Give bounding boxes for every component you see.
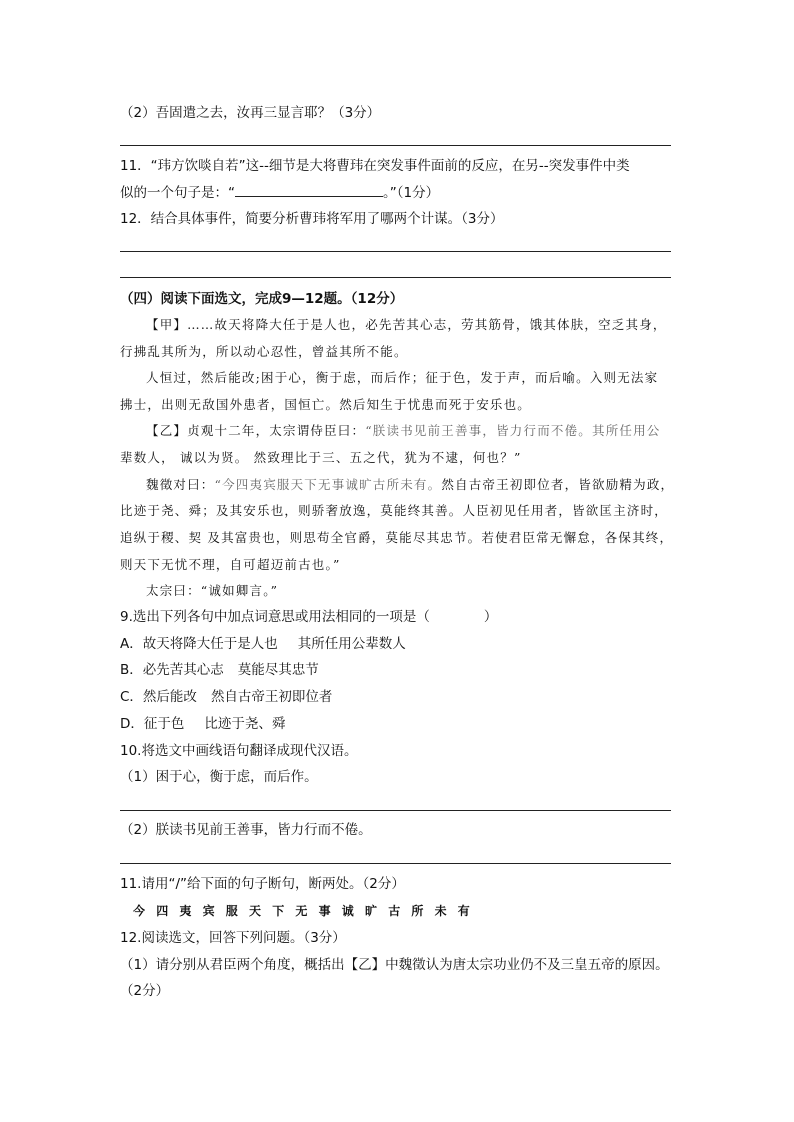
q11-sentence: 今四夷宾服天下无事诚旷古所未有 — [133, 904, 482, 918]
q11-line2-suffix: 。”（1分） — [383, 185, 440, 201]
q12-sub1-line2: （2分） — [120, 983, 170, 999]
passage-yi-line: 辈数人， 诚以为贤。 然致理比于三、五之代，犹为不逮，何也？” — [120, 450, 522, 465]
answer-line — [120, 145, 671, 146]
passage-weizheng-intro: 魏徵对曰： — [146, 477, 215, 492]
option-d-part1: D．征于色 — [120, 716, 185, 732]
q9-stem: 9.选出下列各句中加点词意思或用法相同的一项是（ ） — [120, 609, 498, 625]
q10-sub1: （1）困于心，衡于虑，而后作。 — [120, 769, 318, 785]
passage-taizong-line: 太宗曰：“诚如卿言。” — [146, 583, 279, 598]
passage-weizheng-line — [146, 475, 674, 495]
passage-weizheng-rest: 然自古帝王初即位者，皆欲励精为政， — [441, 477, 675, 492]
q9-option-a[interactable] — [120, 634, 406, 654]
answer-line — [120, 251, 671, 252]
q10-stem: 10.将选文中画线语句翻译成现代汉语。 — [120, 743, 358, 759]
passage-jia-line: 拂士，出则无敌国外患者，国恒亡。然后知生于忧患而死于安乐也。 — [120, 397, 532, 412]
answer-line — [120, 277, 671, 278]
passage-yi-intro: 【乙】贞观十二年，太宗谓侍臣曰： — [146, 423, 366, 438]
answer-line — [120, 863, 671, 864]
passage-jia-line: 【甲】……故天将降大任于是人也，必先苦其心志，劳其筋骨，饿其体肤，空乏其身， — [146, 317, 667, 332]
passage-yi-line — [146, 421, 661, 441]
q9-option-b[interactable] — [120, 660, 319, 680]
option-a-part2: 其所任用公辈数人 — [297, 636, 406, 652]
q11-line2-prefix: 似的一个句子是：“ — [120, 185, 235, 201]
q2-question: （2）吾固遣之去，汝再三显言耶？（3分） — [120, 105, 381, 121]
answer-line — [120, 810, 671, 811]
q9-option-d[interactable] — [120, 714, 285, 734]
passage-jia-line: 行拂乱其所为，所以动心忍性，曾益其所不能。 — [120, 344, 408, 359]
q11-stem: 11.请用“/”给下面的句子断句，断两处。（2分） — [120, 876, 405, 892]
passage-weizheng-line: 则天下无忧不理，自可超迈前古也。” — [120, 557, 341, 572]
option-d-part2: 比迹于尧、舜 — [204, 716, 286, 732]
option-c-part2: 然自古帝王初即位者 — [210, 689, 333, 705]
passage-jia-line: 人恒过，然后能改;困于心，衡于虑，而后作；征于色，发于声，而后喻。入则无法家 — [146, 370, 659, 385]
passage-weizheng-line: 比迹于尧、舜；及其安乐也，则骄奢放逸，莫能终其善。人臣初见任用者，皆欲匡主济时， — [120, 503, 669, 518]
passage-weizheng-quote: “今四夷宾服天下无事诚旷古所未有。 — [214, 477, 442, 492]
option-b-part1: B．必先苦其心志 — [120, 662, 224, 678]
fill-in-blank[interactable] — [235, 182, 383, 197]
q12-sub1-line1: （1）请分别从君臣两个角度，概括出【乙】中魏徵认为唐太宗功业仍不及三皇五帝的原因。 — [120, 957, 669, 973]
option-a-part1: A．故天将降大任于是人也 — [120, 636, 278, 652]
q12-stem: 12.阅读选文，回答下列问题。（3分） — [120, 930, 346, 946]
option-b-part2: 莫能尽其忠节 — [237, 662, 319, 678]
q9-option-c[interactable] — [120, 687, 332, 707]
q11-line1: 11．“玮方饮啖自若”这--细节是大将曹玮在突发事件面前的反应，在另--突发事件中类 — [120, 158, 630, 174]
passage-yi-quote: “朕读书见前王善事，皆力行而不倦。其所任用公 — [365, 423, 661, 438]
q10-sub2: （2）朕读书见前王善事，皆力行而不倦。 — [120, 822, 372, 838]
section-heading: （四）阅读下面选文，完成9—12题。（12分） — [120, 291, 404, 307]
option-c-part1: C．然后能改 — [120, 689, 197, 705]
passage-weizheng-line: 追纵于稷、契 及其富贵也，则思苟全官爵，莫能尽其忠节。若使君臣常无懈怠，各保其终， — [120, 530, 674, 545]
q11-line2 — [120, 182, 439, 203]
q12-question: 12．结合具体事件，简要分析曹玮将军用了哪两个计谋。（3分） — [120, 211, 504, 227]
